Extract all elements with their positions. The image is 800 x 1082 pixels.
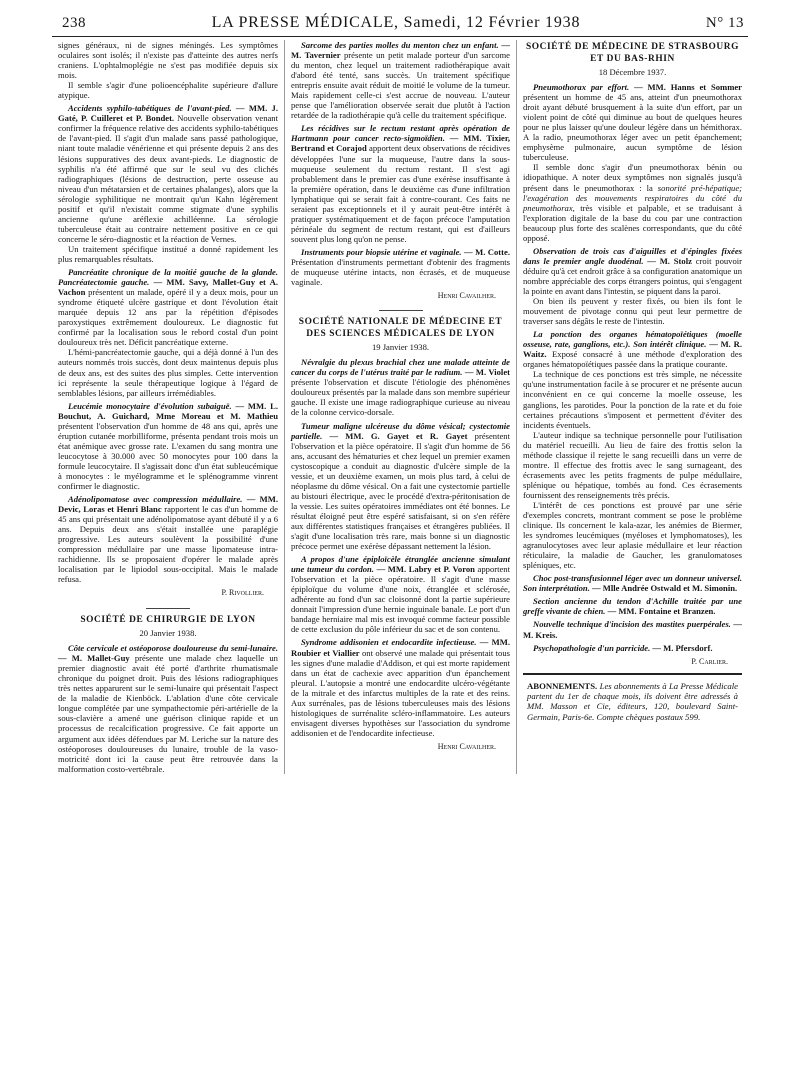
article-text: Présentation d'instruments permettant d'obtenir des fragments de muqueuse utérine intacts, non écrasés, et de muqueuse vaginale.: [291, 256, 510, 288]
section-date: 20 Janvier 1938.: [139, 628, 197, 639]
article-text: présentent un homme de 45 ans, atteint d'un pneumothorax droit ayant débuté brusquement à la suite d'un effort, par un violent point de côté qui diminue au bout de quelques heures pour ne plus laisser qu'une douleur légère dans un hémithorax. A la radio, pneumothorax léger avec un petit épanchement; emphysème pulmonaire, aucun symptôme de lésion tuberculeuse.: [523, 92, 742, 163]
column-left: [52, 40, 284, 774]
article-entry: [58, 494, 278, 584]
article-text: croit pouvoir déduire qu'à cet endroit grâce à sa configuration anatomique un nombre appréciable des corps étrangers pointus, qui s'engagent la pointe en avant dans l'intestin, se piquent dans la paroi.: [523, 255, 743, 296]
section-separator: [379, 310, 423, 311]
column-right: [516, 40, 748, 774]
article-title: Les récidives sur le rectum restant après opération de Hartmann pour cancer recto-sigmoïdien.: [291, 123, 510, 144]
article-authors: — Mlle Andrée Ostwald et M. Simonin.: [592, 583, 738, 594]
article-entry: [523, 596, 742, 616]
article-text: présente l'observation et discute l'étiologie des phénomènes douloureux présentés par la malade dans son membre supérieur gauche. Il existe une image radiographique curieuse au niveau de la colonne cervico-dorsale.: [291, 377, 510, 418]
article-entry: [291, 637, 510, 737]
article-title: Psychopathologie d'un parricide.: [533, 642, 651, 653]
article-text: présentent l'observation d'un homme de 48 ans qui, après une éruption cutanée morbilliforme, présenta pendant trois mois un état anémique avec grosse rate. L'examen du sang montra une leucocytose à 30.000 avec 50 monocytes pour 100 dans la formule leucocytaire. Il s'agissait donc d'un état subleucémique à monocytes : le myélogramme et le splénogramme vinrent confirmer le diagnostic.: [58, 420, 278, 492]
article-text: ont observé une malade qui présentait tous les signes d'une maladie d'Addison, et qui est morte rapidement dans un état de cachexie avec apparition d'un épanchement pleural. L'autopsie a montré une endocardite ulcéro-végétante de la mitrale et des infarctus multiples de la rate et des reins. Aux surrénales, pas de lésions tuberculeuses mais des lésions histologiques de surrénalite scléro-inflammatoire. Les auteurs envisagent diverses hypothèses sur l'association du syndrome addisonien et de l'endocardite infectieuse.: [291, 647, 510, 738]
article-title: Névralgie du plexus brachial chez une malade atteinte de cancer du corps de l'utérus traité par le radium.: [291, 357, 510, 378]
issue-number: N° 13: [705, 15, 744, 31]
section-date: 19 Janvier 1938.: [371, 342, 430, 353]
article-entry: [291, 247, 510, 287]
article-authors: — M. Mallet-Guy: [58, 653, 130, 664]
article-authors: — M. Pfersdorf.: [652, 642, 713, 653]
article-title: Leucémie monocytaire d'évolution subaiguë.: [68, 400, 232, 411]
subscription-rule: [523, 673, 742, 675]
page-header: [52, 14, 748, 32]
article-authors: — MM. Tixier, Bertrand et Corajod: [291, 133, 510, 154]
article-title: Sarcome des parties molles du menton chez un enfant.: [301, 40, 499, 50]
article-entry: [523, 619, 742, 639]
article-authors: — M. R. Waitz.: [523, 339, 742, 360]
subscription-label: ABONNEMENTS.: [527, 680, 598, 691]
article-text: Il semble donc s'agir d'un pneumothorax bénin ou idiopathique. A noter deux symptômes non signalés jusqu'à présent dans le pneumothorax : la: [523, 162, 742, 193]
subscription-text: Les abonnements à La Presse Médicale partent du 1er de chaque mois, ils doivent être adressés à MM. Masson et Cie, éditeurs, 120, boulevard Saint-Germain, Paris-6e. Compte chèques postaux 599.: [527, 680, 739, 722]
article-text: Nouvelle observation venant confirmer la fréquence relative des accidents syphilo-tabétiques de l'avant-pied. Il s'agit d'un malade sans passé pathologique, niant toute maladie vénérienne et qui présente depuis 2 ans des lésions suppuratives des deux avant-pieds. Le diagnostic de syphilis n'a été affirmé que sur le seul vu des clichés radiographiques (lésions de destruction, perte osseuse au niveau d'un métatarsien et de certaines phalanges), alors que la sérologie syphilitique ne montrait qu'un Kahn légèrement positif et qu'il n'existait comme stigmate d'une syphilis ancienne qu'une aréflexie achilléenne. La sérologie tuberculeuse était au contraire nettement positive en ce qui concerne le séro-diagnostic et la réaction de Vernes.: [58, 113, 278, 244]
article-text: présente un petit malade porteur d'un sarcome du menton, chez lequel un traitement radiothérapique avait d'abord été tenté, sans succès. Un traitement spécifique entrepris ensuite avait réduit de moitié le volume de la tumeur. Mais rapidement celle-ci s'est accrue de nouveau. L'auteur pense que l'amélioration observée serait due plutôt à l'action retardée de la radiothérapie qu'à celle du traitement spécifique.: [291, 50, 510, 121]
article-entry: [291, 421, 510, 552]
article-authors: — M. Stolz: [647, 255, 692, 266]
article-title: Côte cervicale et ostéoporose douloureuse du semi-lunaire.: [68, 643, 278, 654]
article-entry: [58, 401, 278, 491]
signature: P. Rivollier.: [221, 588, 264, 598]
page-number: 238: [62, 15, 86, 31]
article-entry: [523, 82, 742, 243]
article-title: Pneumothorax par effort.: [533, 82, 630, 93]
article-title: Tumeur maligne ulcéreuse du dôme vésical; cystectomie partielle.: [291, 420, 510, 441]
article-entry: [523, 573, 742, 593]
paragraph: L'auteur indique sa technique personnelle pour l'utilisation du matériel recueilli. Au lieu de faire des frottis selon la méthode classique il rejette le sang recueilli dans un verre de montre. Il effectue des frottis avec le sang surnageant, des écrasements avec les petits fragments de pulpe médullaire, splénique ou hépatique, tombés au fond. Ces écrasements fournissent des renseignements très précis.: [523, 429, 742, 500]
article-entry: [58, 267, 278, 398]
article-text: rapportent le cas d'un homme de 45 ans qui présentait une adénolipomatose ayant débuté il y a 6 ans. Depuis deux ans s'était installée une paraplégie progressive. Les auteurs soulèvent la possibilité d'une compression médullaire par une masse lipomateuse intra-rachidienne. Ils se proposaient d'opérer le malade après localisation par le lipiodol sous-occipital. Mais le malade refusa.: [58, 504, 278, 585]
article-authors: — MM. Savy, Mallet-Guy et A. Vachon: [58, 277, 278, 298]
section-heading: SOCIÉTÉ DE MÉDECINE DE STRASBOURG ET DU BAS-RHIN: [525, 42, 740, 64]
article-emphasis: sonorité pré-hépatique; l'exagération des mouvements respiratoires du côté du pneumothorax,: [523, 182, 742, 213]
header-rule: [52, 36, 748, 37]
article-text: très visible et palpable, et se traduisant à l'exploration digitale de la base du cou par une contraction beaucoup plus forte des scalènes correspondants, que du côté opposé.: [523, 202, 742, 243]
paragraph: Un traitement spécifique institué a donné rapidement les plus remarquables résultats.: [58, 243, 278, 264]
article-title: Pancréatite chronique de la moitié gauche de la glande. Pancréatectomie gauche.: [58, 267, 278, 288]
signature: Henri Cavailher.: [437, 291, 496, 301]
article-title: Choc post-transfusionnel léger avec un donneur universel. Son interprétation.: [523, 573, 742, 594]
article-authors: — MM. J. Gaté, P. Cuilleret et P. Bondet.: [58, 103, 278, 124]
paragraph: L'hémi-pancréatectomie gauche, qui a déjà donné à l'un des auteurs nommés trois succès, dont deux maintenus depuis plus de deux ans, est des suites des plus simples. Cette intervention ici représente la seule thérapeutique logique à l'égard de semblables lésions, par ailleurs irrémédiables.: [58, 347, 278, 398]
signature: Henri Cavailher.: [437, 741, 496, 751]
article-text: apportent deux observations de récidives développées l'une sur la muqueuse, l'autre dans la sous-muqueuse seulement du rectum restant. Il s'est agi probablement dans le premier cas d'une exérèse insuffisante à la première opération, dans le deuxième cas d'une infiltration lymphatique qui se serait fait à contre-courant. Ces faits ne seraient pas exceptionnels et il y aurait peut-être intérêt à pratiquer systématiquement et de façon précoce l'amputation périnéale du segment de rectum restant, qui est d'ailleurs souvent plus long qu'on ne pense.: [291, 143, 510, 244]
section-heading: SOCIÉTÉ DE CHIRURGIE DE LYON: [80, 614, 256, 625]
signature: P. Carlier.: [691, 656, 728, 666]
article-title: A propos d'une épiploïcèle étranglée ancienne simulant une tumeur du cordon.: [291, 554, 510, 575]
article-authors: — MM. Fontaine et Branzen.: [607, 606, 716, 617]
article-authors: — MM. Hanns et Sommer: [634, 82, 742, 93]
article-title: Nouvelle technique d'incision des mastites puerpérales.: [533, 619, 731, 630]
paragraph: L'intérêt de ces ponctions est prouvé par une série d'exemples concrets, montrant comment se pose le problème clinique. Ils concernent le kala-azar, les anémies de Biermer, les syndromes leucémiques (myéloses et lymphomatoses), les agranulocytoses avec leur aplasie médullaire et leur réaction réticulaire, la maladie de Gaucher, les granulomatoses spléniques, etc.: [523, 499, 742, 571]
article-title: Adénolipomatose avec compression médullaire.: [68, 494, 243, 505]
article-authors: — MM. L. Bouchut, A. Guichard, Mme Moreau et M. Mathieu: [58, 400, 278, 421]
columns: [52, 40, 748, 774]
column-middle: [284, 40, 516, 774]
article-title: Accidents syphilo-tabétiques de l'avant-pied.: [68, 103, 232, 114]
article-text: apportent l'observation et la pièce opératoire. Il s'agit d'une masse épiploïque du volume d'une noix, étranglée et sclérosée, adhérente au fond d'un sac cloisonné dont la partie supérieure donnait l'impression d'une hernie inguinale banale. Le port d'un bandage herniaire mal mis est invoqué comme facteur possible de cette exclusion du pôle inférieur du sac et de son contenu.: [291, 564, 510, 635]
article-authors: — MM. Labry et P. Voron: [376, 564, 475, 575]
article-text: présentent l'observation et la pièce opératoire. Il s'agit d'un homme de 56 ans, accusant des hématuries et chez lequel un premier examen cystoscopique a conduit au diagnostic d'ulcère simple de la vessie, et un deuxième examen, un mois plus tard, à celui de néoplasme du dôme vésical. On a fait une cystectomie partielle au bistouri électrique, avec le procédé d'extra-péritonisation de la vessie. Les suites opératoires immédiates ont été bonnes. Le résultat éloigné peut être espéré satisfaisant, si on s'en réfère aux différentes statistiques françaises et étrangères publiées. Il s'agit d'une localisation très rare, mais bonne si un diagnostic précoce permet une exérèse dépassant nettement la lésion.: [291, 430, 510, 552]
section-date: 18 Décembre 1937.: [598, 67, 667, 77]
article-authors: — M. Violet: [464, 367, 510, 378]
subscription-notice: [523, 679, 742, 725]
section-heading: SOCIÉTÉ NATIONALE DE MÉDECINE ET DES SCIENCES MÉDICALES DE LYON: [298, 317, 503, 339]
article-entry: [523, 246, 742, 326]
article-entry: [291, 554, 510, 634]
article-authors: — M. Cotte.: [464, 246, 510, 257]
article-title: La ponction des organes hématopoïétiques (moelle osseuse, rate, ganglions, etc.). Son intérêt clinique.: [523, 329, 742, 350]
article-entry: [523, 643, 742, 653]
article-authors: — MM. Roubier et Viallier: [291, 637, 510, 658]
paragraph: La technique de ces ponctions est très simple, ne nécessite qu'une instrumentation facile à se procurer et ne présente aucun inconvénient en ce qui concerne la moelle osseuse, les ganglions, les parotides. Pour la ponction de la rate et du foie certaines précautions s'imposent et permettent d'éviter des incidents éventuels.: [523, 369, 742, 430]
article-title: Observation de trois cas d'aiguilles et d'épingles fixées dans le premier angle duodénal.: [523, 245, 742, 266]
article-authors: — M. Tavernier: [291, 40, 510, 61]
article-entry: [291, 40, 510, 120]
article-text: présente une malade chez laquelle un premier diagnostic avait été porté d'arthrite rhumatismale chronique du poignet droit. Puis des lésions radiographiques très nettes apparurent sur le semi-lunaire qui présentait l'aspect de la maladie de Kienböck. L'ablation d'une côte cervicale longue complétée par une sympathectomie péri-artérielle de la sous-clavière a amené une guérison clinique rapide et un processus de recalcification progressive. Ce fait apporte un argument aux idées défendues par M. Leriche sur la nature des ostéoporoses douloureuses du lunaire, trouble de la vaso-motricité dont ici la cause peut être retrouvée dans la malformation costo-vertébrale.: [58, 653, 278, 774]
article-authors: — M. Kreis.: [523, 619, 742, 640]
article-authors: — MM. G. Gayet et R. Gayet: [329, 430, 468, 441]
article-text: Exposé consacré à une méthode d'exploration des organes hématopoïétiques passée dans la pratique courante.: [523, 349, 743, 370]
paragraph: Il semble s'agir d'une polioencéphalite supérieure d'allure atypique.: [58, 80, 278, 101]
article-entry: [291, 123, 510, 244]
paragraph: signes généraux, ni de signes méningés. Les symptômes oculaires sont isolés; il n'existe pas d'atteinte des autres nerfs craniens. L'ophtalmoplégie ne s'est pas modifiée depuis six mois.: [58, 40, 278, 81]
article-title: Instruments pour biopsie utérine et vaginale.: [301, 246, 462, 257]
article-entry: [58, 103, 278, 264]
journal-title: LA PRESSE MÉDICALE, Samedi, 12 Février 1938: [211, 14, 581, 31]
article-title: Syndrome addisonien et endocardite infectieuse.: [301, 637, 477, 648]
section-separator: [146, 608, 190, 609]
article-text: présentent un malade, opéré il y a deux mois, pour un syndrome étiqueté ulcère gastrique et dont l'évolution était marquée depuis 12 ans par la répétition d'épisodes paroxystiques extrêmement douloureux. Le diagnostic fut confirmé par la localisation sous le rebord costal d'un point douloureux très net. Déficit pancréatique externe.: [58, 287, 278, 348]
paragraph: On bien ils peuvent y rester fixés, ou bien ils font le mouvement de pivotage connu qui peut leur permettre de traverser sans dégâts le reste de l'intestin.: [523, 296, 742, 327]
article-title: Section ancienne du tendon d'Achille traitée par une greffe vivante de chien.: [523, 596, 742, 617]
article-entry: [58, 643, 278, 774]
article-authors: — MM. Devic, Loras et Henri Blanc: [58, 494, 278, 515]
article-entry: [291, 357, 510, 417]
article-entry: [523, 329, 742, 570]
